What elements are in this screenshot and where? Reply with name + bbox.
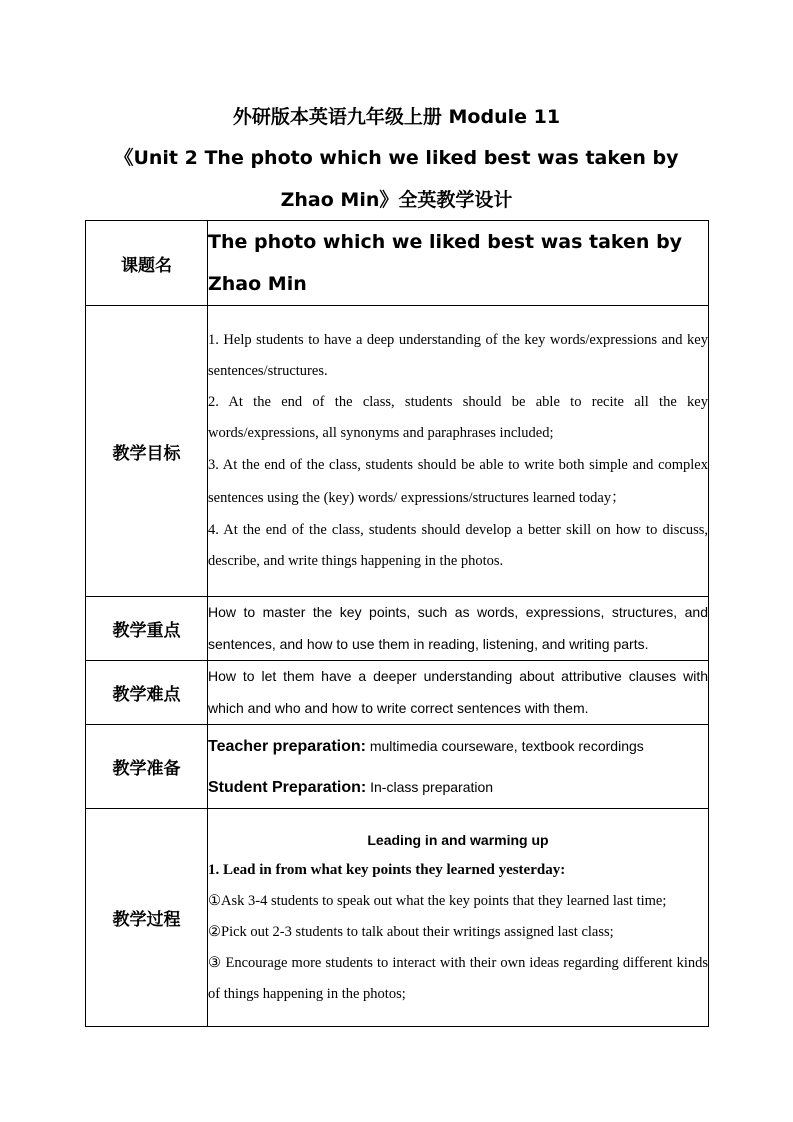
key-points-label: 教学重点 xyxy=(86,597,208,661)
key-points-row xyxy=(86,597,709,661)
process-cell xyxy=(208,809,709,1027)
preparation-cell xyxy=(208,725,709,809)
process-label: 教学过程 xyxy=(86,809,208,1027)
objectives-row xyxy=(86,306,709,597)
teacher-preparation-value: multimedia courseware, textbook recordings xyxy=(369,737,644,754)
teacher-preparation-label: Teacher preparation: xyxy=(208,737,366,755)
topic-row xyxy=(86,221,709,306)
objective-item: 1. Help students to have a deep understanding of the key words/expressions and key sentences/structures. xyxy=(208,332,708,379)
process-item: ③ Encourage more students to interact with their own ideas regarding different kinds of things happening in the photos; xyxy=(208,955,708,1002)
title-line-3: Zhao Min》全英教学设计 xyxy=(280,189,513,211)
difficulties-row xyxy=(86,661,709,725)
topic-line-2: Zhao Min xyxy=(208,273,307,295)
student-preparation-label: Student Preparation: xyxy=(208,778,367,796)
process-step-heading: 1. Lead in from what key points they learned yesterday: xyxy=(208,862,566,878)
objective-item: 3. At the end of the class, students should be able to write both simple and complex sentences using the (key) words/ expressions/structures learned today； xyxy=(208,457,708,506)
process-row xyxy=(86,809,709,1027)
title-line-2: 《Unit 2 The photo which we liked best was taken by xyxy=(114,147,679,169)
objective-item: 4. At the end of the class, students should develop a better skill on how to discuss, describe, and write things happening in the photos. xyxy=(208,522,708,569)
student-preparation xyxy=(208,767,708,808)
process-item: ①Ask 3-4 students to speak out what the key points that they learned last time; xyxy=(208,893,667,909)
topic-line-1: The photo which we liked best was taken by xyxy=(208,231,683,253)
teacher-preparation xyxy=(208,726,708,767)
preparation-label: 教学准备 xyxy=(86,725,208,809)
lesson-plan-table xyxy=(85,220,709,1027)
preparation-row xyxy=(86,725,709,809)
process-section-heading: Leading in and warming up xyxy=(367,832,549,848)
difficulties-text: How to let them have a deeper understanding about attributive clauses with which and who and how to write correct sentences with them. xyxy=(208,661,709,725)
process-item: ②Pick out 2-3 students to talk about their writings assigned last class; xyxy=(208,924,614,940)
topic-label: 课题名 xyxy=(86,221,208,306)
difficulties-label: 教学难点 xyxy=(86,661,208,725)
student-preparation-value: In-class preparation xyxy=(370,778,494,795)
objectives-cell xyxy=(208,306,709,597)
objective-item: 2. At the end of the class, students should be able to recite all the key words/expressions, all synonyms and paraphrases included; xyxy=(208,394,708,441)
key-points-text: How to master the key points, such as words, expressions, structures, and sentences, and how to use them in reading, listening, and writing parts. xyxy=(208,597,709,661)
objectives-label: 教学目标 xyxy=(86,306,208,597)
title-line-1: 外研版本英语九年级上册 Module 11 xyxy=(232,106,561,128)
topic-cell xyxy=(208,221,709,306)
